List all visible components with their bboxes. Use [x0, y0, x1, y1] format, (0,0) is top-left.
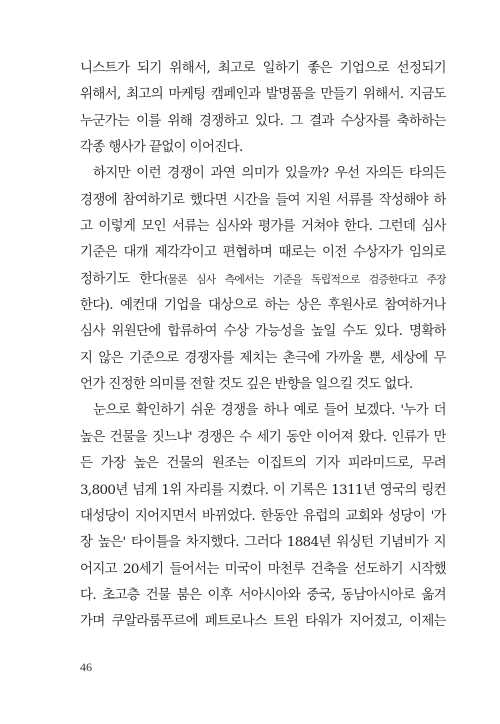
text-line: 심사 위원단에 합류하여 수상 가능성을 높일 수도 있다. 명확하: [80, 324, 446, 340]
text-line: 니스트가 되기 위해서, 최고로 일하기 좋은 기업으로 선정되기: [80, 61, 446, 76]
text-line: 누군가는 이를 위해 경쟁하고 있다. 그 결과 수상자를 축하하는: [80, 113, 446, 129]
text-line: 어지고 20세기 들어서는 미국이 마천루 건축을 선도하기 시작했: [80, 561, 446, 577]
text-line: 다. 초고층 건물 붐은 이후 서아시아와 중국, 동남아시아로 옮겨: [80, 587, 446, 603]
text-line: 고 이렇게 모인 서류는 심사와 평가를 거쳐야 한다. 그런데 심사: [80, 219, 446, 235]
text-line: 3,800년 넘게 1위 자리를 지켰다. 이 기록은 1311년 영국의 링컨: [80, 482, 446, 498]
text-line: 든 가장 높은 건물의 원조는 이집트의 기자 피라미드로, 무려: [80, 456, 446, 472]
text-line: 가며 쿠알라룸푸르에 페트로나스 트윈 타워가 지어졌고, 이제는: [80, 614, 446, 630]
text-line-with-note: [80, 267, 446, 293]
text-line: 언가 진정한 의미를 전할 것도 깊은 반향을 일으킬 것도 없다.: [80, 377, 413, 393]
text-line: 높은 건물을 짓느냐' 경쟁은 수 세기 동안 이어져 왔다. 인류가 만: [80, 429, 446, 445]
text-line: 하지만 이런 경쟁이 과연 의미가 있을까? 우선 자의든 타의든: [93, 166, 446, 182]
parenthetical-note: (물론 심사 측에서는 기준을 독립적으로 검증한다고 주장: [164, 272, 446, 286]
body-text: [80, 56, 446, 636]
text-line: 한다). 예컨대 기업을 대상으로 하는 상은 후원사로 참여하거나: [80, 298, 446, 314]
text-line: 지 않은 기준으로 경쟁자를 제치는 촌극에 가까울 뿐, 세상에 무: [80, 350, 446, 366]
text-line: 경쟁에 참여하기로 했다면 시간을 들여 지원 서류를 작성해야 하: [80, 192, 446, 208]
text-line: 기준은 대개 제각각이고 편협하며 때로는 이전 수상자가 임의로: [80, 245, 446, 261]
text-line: 장 높은' 타이틀을 차지했다. 그러다 1884년 워싱턴 기념비가 지: [80, 535, 446, 551]
text-line: 각종 행사가 끝없이 이어진다.: [80, 140, 243, 156]
page-number: 46: [80, 660, 92, 674]
text-line: 위해서, 최고의 마케팅 캠페인과 발명품을 만들기 위해서. 지금도: [80, 87, 446, 103]
text-line: 눈으로 확인하기 쉬운 경쟁을 하나 예로 들어 보겠다. '누가 더: [93, 403, 446, 419]
text-segment: 정하기도 한다: [80, 271, 165, 287]
text-line: 대성당이 지어지면서 바뀌었다. 한동안 유럽의 교회와 성당이 '가: [80, 508, 446, 524]
